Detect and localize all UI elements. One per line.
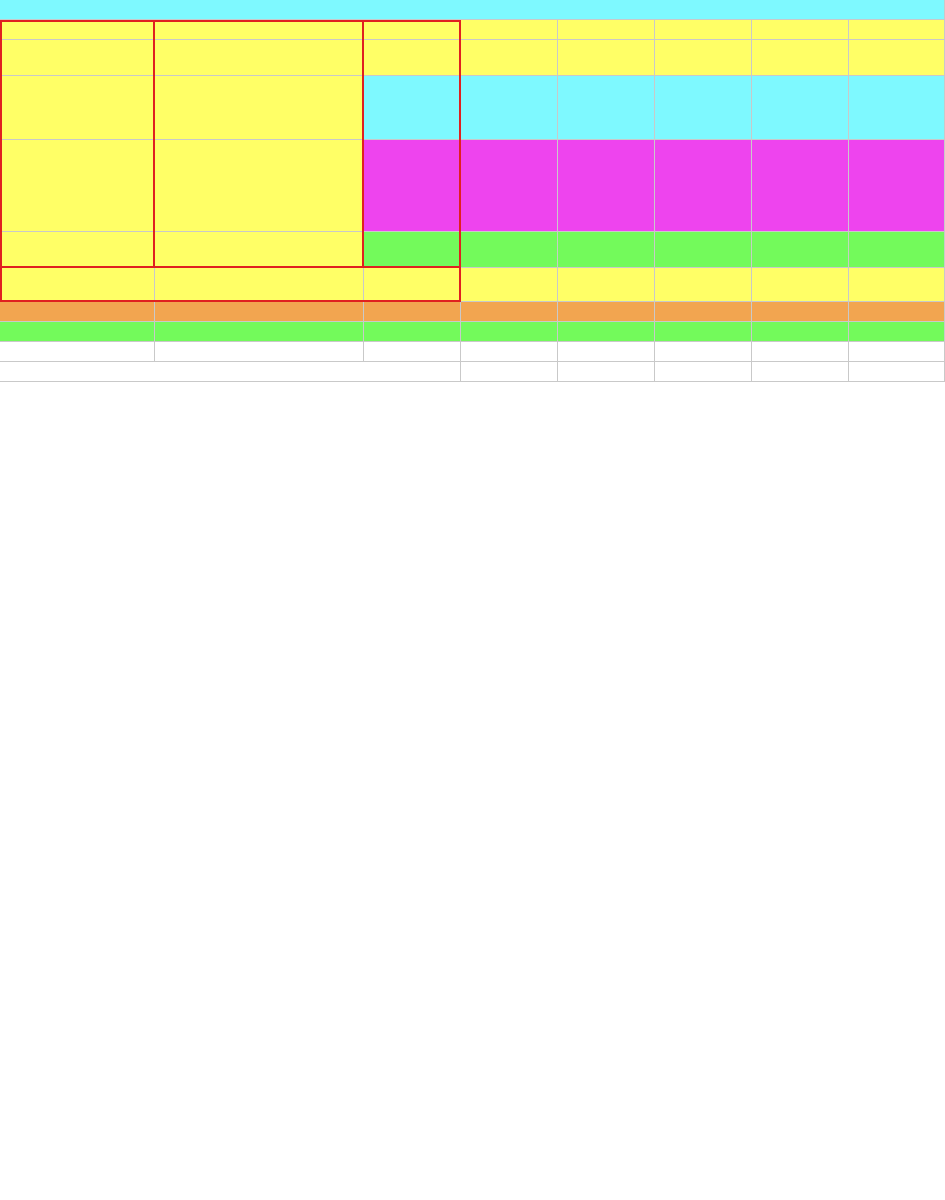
product-row [0,302,945,322]
colors-header[interactable] [364,20,461,40]
rules-cell-new[interactable] [0,268,155,302]
price-column-header[interactable] [155,322,364,342]
info-row-2 [0,76,945,140]
product-box-3[interactable] [558,302,655,322]
payment-cell-cashapp[interactable] [155,40,364,76]
color-code-blue[interactable] [364,76,461,140]
spreadsheet [0,0,945,382]
empty-cell[interactable] [0,232,155,268]
additional-rules-title-row [0,362,945,382]
empty-cell[interactable] [752,76,849,140]
empty-cell[interactable] [752,232,849,268]
empty-cell[interactable] [364,268,461,302]
empty-cell[interactable] [752,268,849,302]
product-box-6[interactable] [849,302,945,322]
rules-cell-1[interactable] [0,40,155,76]
payment-cell-venmo[interactable] [155,76,364,140]
empty-cell[interactable] [849,140,945,232]
color-code-yellow[interactable] [364,40,461,76]
empty-cell[interactable] [849,20,945,40]
empty-cell[interactable] [558,140,655,232]
empty-cell[interactable] [461,232,558,268]
empty-cell[interactable] [558,40,655,76]
person-1-header[interactable] [364,322,461,342]
empty-cell[interactable] [849,76,945,140]
person-2-header[interactable] [461,322,558,342]
additional-rules [0,362,945,382]
empty-cell[interactable] [849,40,945,76]
title-row [0,0,945,20]
empty-cell[interactable] [461,342,558,362]
empty-cell[interactable] [655,362,752,382]
empty-cell[interactable] [155,302,364,322]
sheet-title[interactable] [0,0,945,20]
empty-cell[interactable] [558,342,655,362]
empty-cell[interactable] [655,268,752,302]
payment-note-cell[interactable] [155,232,364,268]
empty-cell[interactable] [558,20,655,40]
empty-cell[interactable] [655,232,752,268]
empty-cell[interactable] [752,342,849,362]
empty-cell[interactable] [364,342,461,362]
empty-cell[interactable] [752,140,849,232]
empty-cell[interactable] [752,20,849,40]
empty-cell[interactable] [558,232,655,268]
rules-cell-2[interactable] [0,76,155,140]
person-4-header[interactable] [655,322,752,342]
empty-cell[interactable] [461,20,558,40]
empty-cell[interactable] [655,76,752,140]
empty-cell[interactable] [655,140,752,232]
product-box-4[interactable] [655,302,752,322]
color-code-purple[interactable] [364,140,461,232]
rules-cell-3[interactable] [0,140,155,232]
empty-cell[interactable] [461,140,558,232]
color-code-green[interactable] [364,232,461,268]
info-row-5 [0,268,945,302]
empty-cell[interactable] [558,362,655,382]
blank-row [0,342,945,362]
empty-cell[interactable] [461,40,558,76]
empty-cell[interactable] [849,268,945,302]
empty-cell[interactable] [558,76,655,140]
empty-cell[interactable] [655,20,752,40]
team-column-header[interactable] [0,322,155,342]
info-row-4 [0,232,945,268]
empty-cell[interactable] [655,40,752,76]
empty-cell[interactable] [155,342,364,362]
empty-cell[interactable] [655,342,752,362]
info-row-1 [0,40,945,76]
empty-cell[interactable] [461,268,558,302]
empty-cell[interactable] [752,40,849,76]
empty-cell[interactable] [461,362,558,382]
person-5-header[interactable] [752,322,849,342]
empty-cell[interactable] [461,76,558,140]
person-3-header[interactable] [558,322,655,342]
empty-cell[interactable] [849,232,945,268]
column-header-row [0,322,945,342]
product-box-5[interactable] [752,302,849,322]
empty-cell[interactable] [849,342,945,362]
info-header-row [0,20,945,40]
empty-cell[interactable] [155,268,364,302]
empty-cell[interactable] [0,342,155,362]
info-row-3 [0,140,945,232]
empty-cell[interactable] [752,362,849,382]
rules-header[interactable] [0,20,155,40]
person-6-header[interactable] [849,322,945,342]
payment-header[interactable] [155,20,364,40]
additional-rules-title[interactable] [0,362,461,382]
empty-cell[interactable] [849,362,945,382]
payment-cell-paypal[interactable] [155,140,364,232]
product-box-2[interactable] [461,302,558,322]
product-label[interactable] [0,302,155,322]
empty-cell[interactable] [558,268,655,302]
product-box-1[interactable] [364,302,461,322]
